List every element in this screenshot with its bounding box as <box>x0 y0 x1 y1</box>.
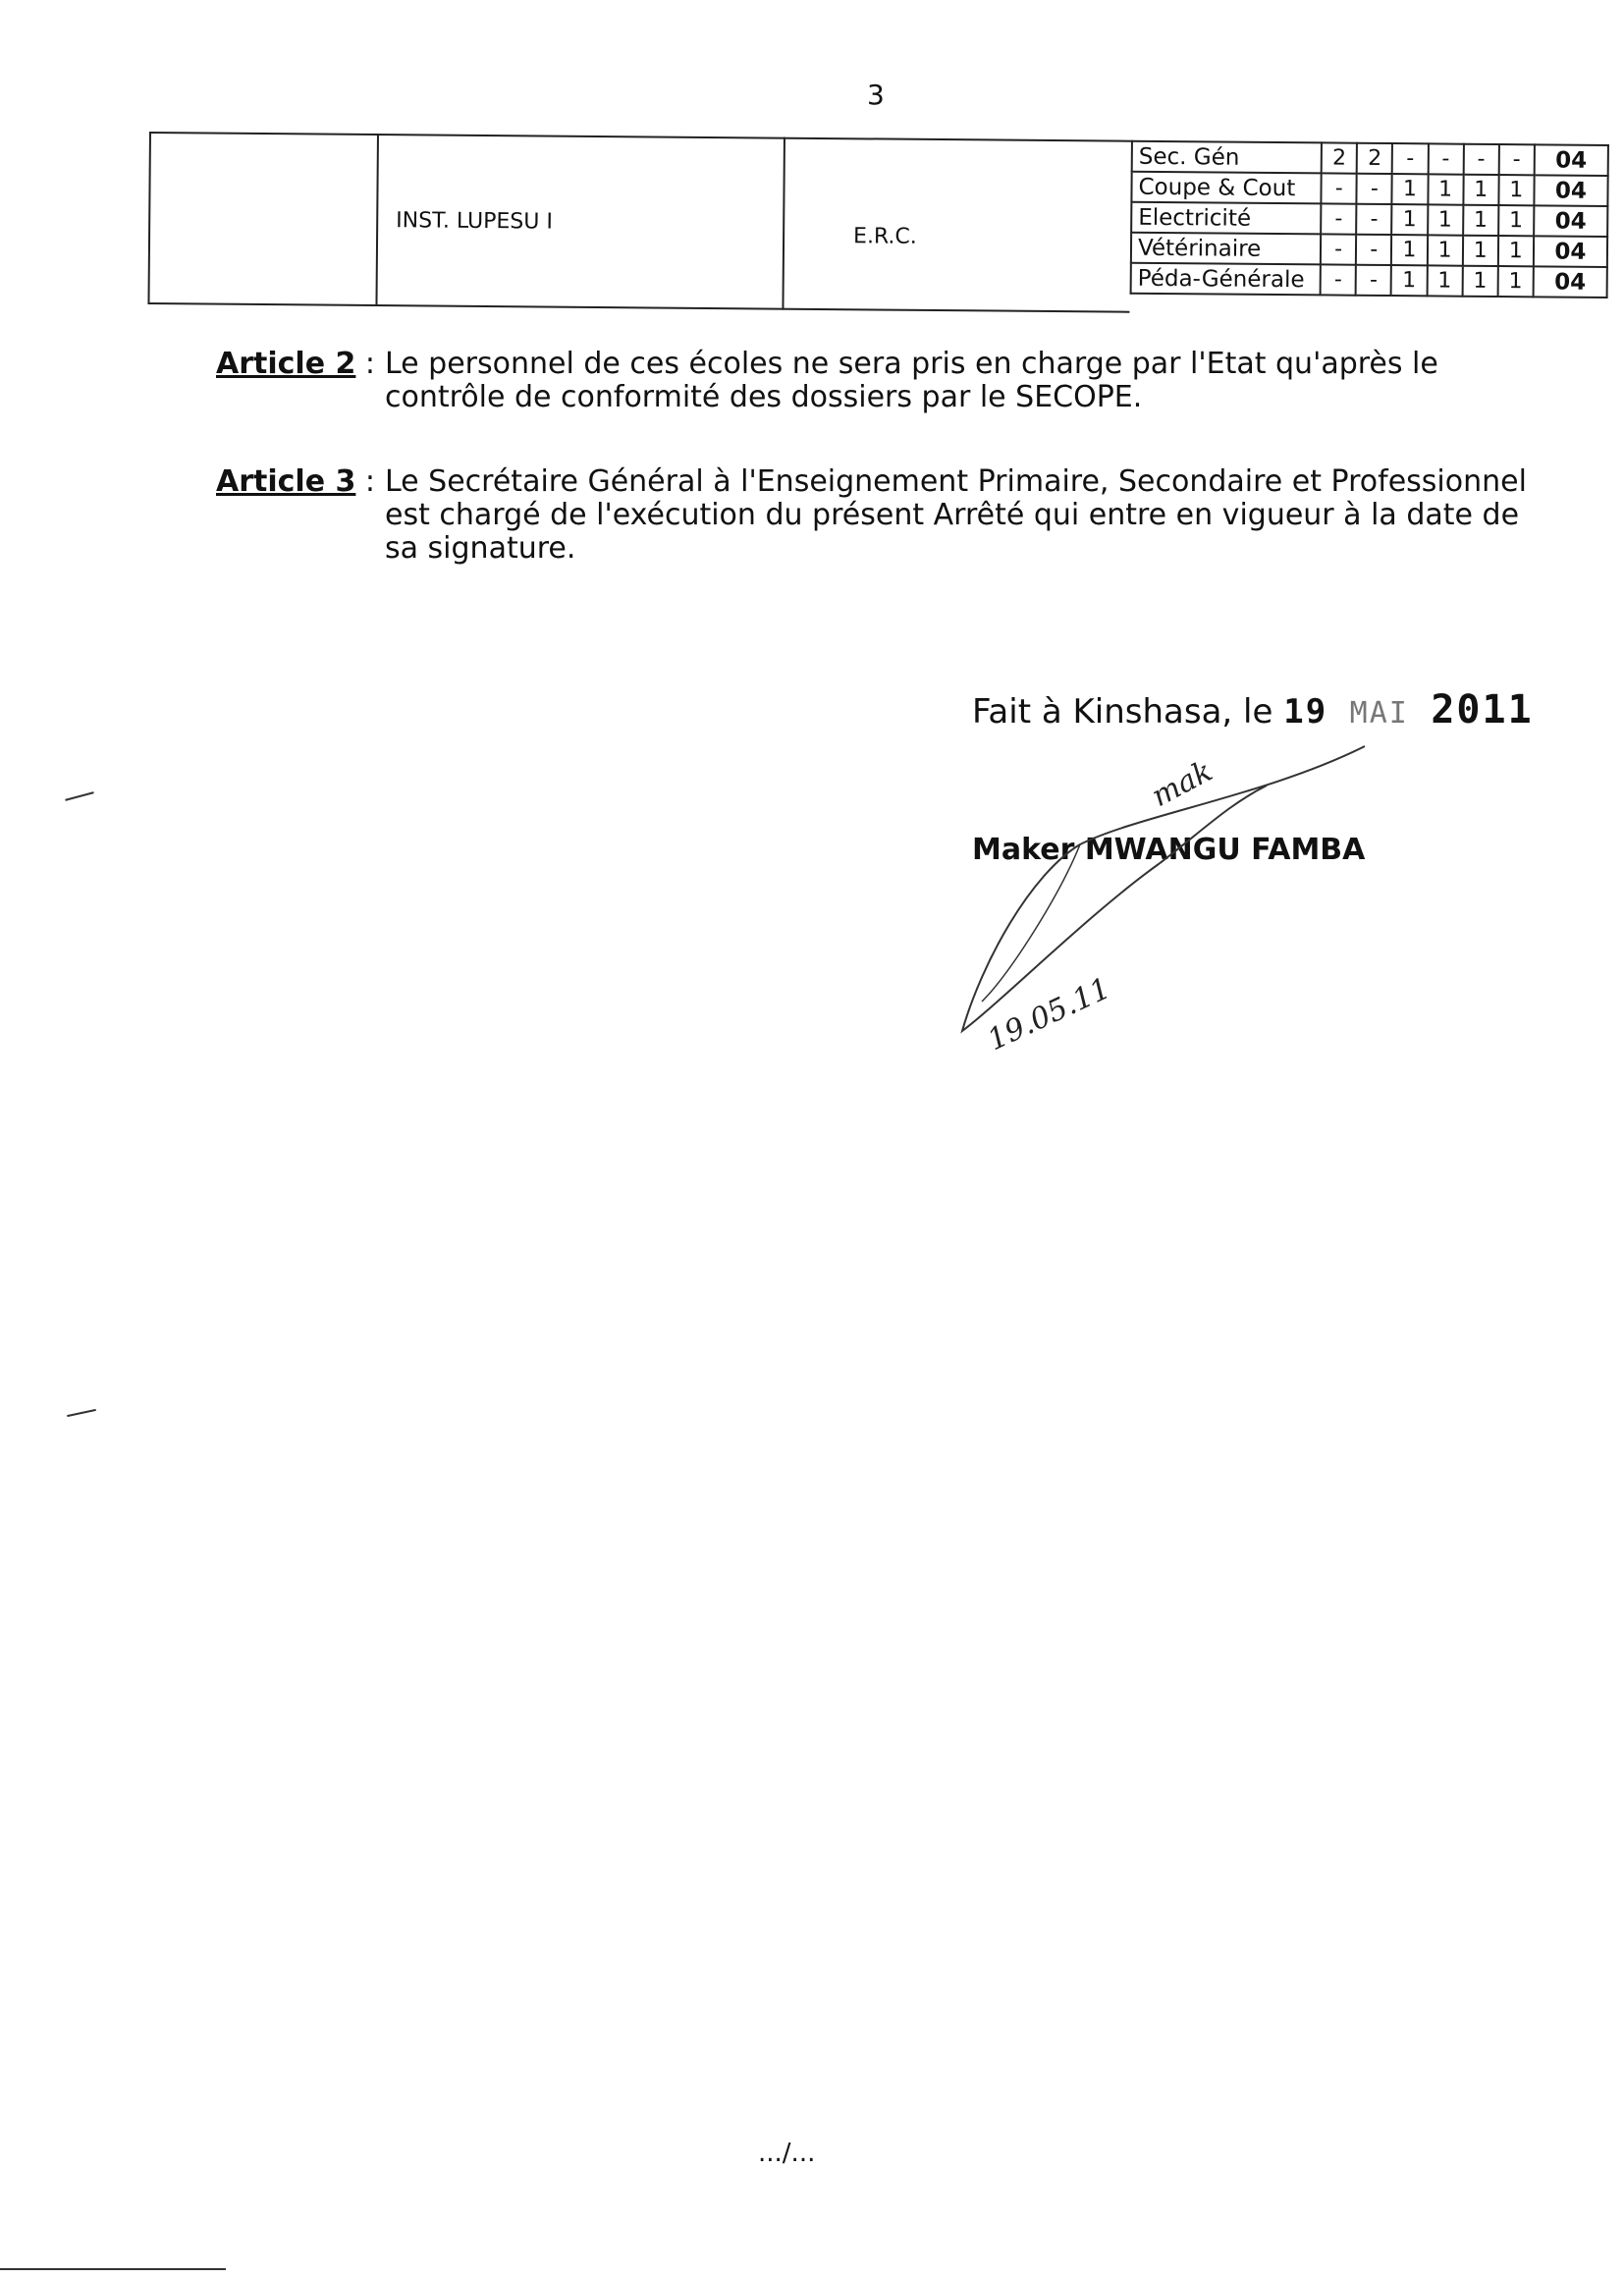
class-count: 1 <box>1463 205 1498 236</box>
class-count: - <box>1392 143 1428 174</box>
option-total: 04 <box>1534 205 1607 237</box>
scan-edge-line <box>0 2268 226 2270</box>
table-row <box>1131 172 1607 206</box>
class-count: 1 <box>1392 174 1428 204</box>
class-count: 1 <box>1462 236 1497 266</box>
class-count: - <box>1321 234 1356 264</box>
handwritten-signature <box>943 678 1394 1070</box>
option-name: Coupe & Cout <box>1131 172 1321 204</box>
handwritten-date: 19.05.11 <box>982 971 1116 1058</box>
class-count: 1 <box>1392 204 1428 235</box>
option-name: Sec. Gén <box>1132 141 1322 174</box>
handwritten-date <box>983 971 1116 1058</box>
signer-name: Maker MWANGU FAMBA <box>972 833 1366 867</box>
class-count: 1 <box>1463 175 1498 205</box>
class-count: - <box>1356 265 1391 296</box>
school-table <box>147 132 1607 323</box>
option-total: 04 <box>1534 175 1607 206</box>
class-count: 1 <box>1462 266 1497 297</box>
class-count: - <box>1321 264 1356 295</box>
table-row <box>1131 263 1607 298</box>
article-label: Article 2 <box>216 347 356 381</box>
article-colon: : <box>364 464 376 499</box>
date-day: 19 <box>1283 692 1328 732</box>
table-frame <box>147 132 1130 313</box>
class-count: - <box>1463 144 1498 175</box>
scan-mark <box>67 1409 96 1417</box>
class-count: - <box>1322 173 1357 203</box>
table-row <box>1131 233 1607 267</box>
class-count: 2 <box>1322 142 1357 173</box>
handwritten-initials <box>1146 754 1218 814</box>
class-count: 1 <box>1427 235 1462 265</box>
class-count: - <box>1498 144 1534 175</box>
continuation-marker: .../... <box>758 2139 816 2168</box>
class-count: 1 <box>1428 174 1463 204</box>
class-count: 1 <box>1391 265 1427 296</box>
class-count: 1 <box>1498 175 1534 205</box>
article-3 <box>216 464 1527 566</box>
option-name: Vétérinaire <box>1131 233 1321 265</box>
option-total: 04 <box>1533 266 1606 298</box>
scan-mark <box>65 791 93 801</box>
article-2 <box>216 347 1438 414</box>
article-colon: : <box>364 347 376 381</box>
class-count: - <box>1356 204 1391 235</box>
options-grid <box>1130 140 1609 298</box>
article-text: Le Secrétaire Général à l'Enseignement Primaire, Secondaire et Professionnel est chargé de l'exécution du présent Arrêté qui entre en vigueur à la date de sa signature. <box>385 464 1527 566</box>
table-row <box>1131 202 1607 237</box>
class-count: - <box>1356 235 1391 265</box>
article-label: Article 3 <box>216 464 356 499</box>
article-text: Le personnel de ces écoles ne sera pris en charge par l'Etat qu'après le contrôle de conformité des dossiers par le SECOPE. <box>385 347 1438 414</box>
class-count: 1 <box>1498 205 1534 236</box>
class-count: 1 <box>1498 236 1534 266</box>
class-count: - <box>1428 143 1463 174</box>
class-count: 1 <box>1428 204 1463 235</box>
place-text: Fait à Kinshasa, le <box>972 692 1273 732</box>
class-count: 1 <box>1497 266 1533 297</box>
handwritten-initials: mak <box>1146 753 1218 815</box>
page-number: 3 <box>867 79 885 111</box>
table-row <box>1132 141 1608 176</box>
class-count: 1 <box>1427 265 1462 296</box>
class-count: 2 <box>1357 143 1392 174</box>
class-count: 1 <box>1391 235 1427 265</box>
school-regime: E.R.C. <box>852 224 917 249</box>
class-count: - <box>1321 203 1356 234</box>
class-count: - <box>1357 174 1392 204</box>
date-month: MAI <box>1349 696 1409 731</box>
school-name: INST. LUPESU I <box>396 208 554 235</box>
option-total: 04 <box>1534 236 1607 267</box>
option-total: 04 <box>1535 144 1608 176</box>
date-year: 2011 <box>1431 687 1534 732</box>
option-name: Electricité <box>1131 202 1321 235</box>
option-name: Péda-Générale <box>1131 263 1321 296</box>
